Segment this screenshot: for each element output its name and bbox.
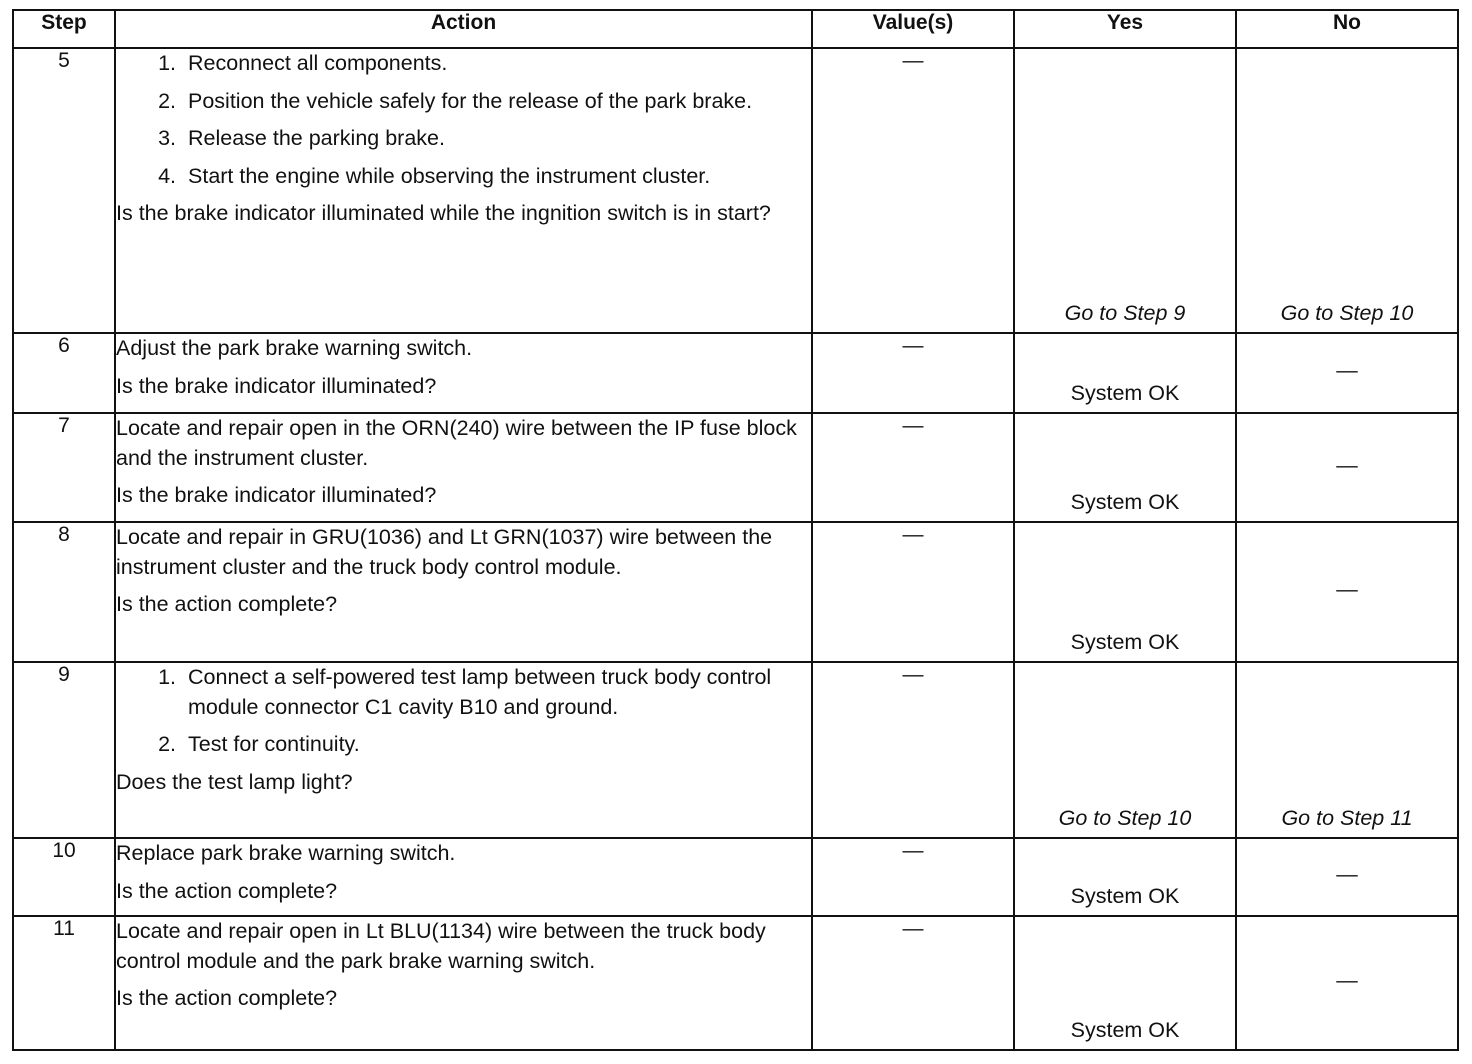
- no-cell: [1236, 48, 1458, 333]
- header-step: Step: [13, 10, 115, 48]
- no-cell: [1236, 413, 1458, 522]
- no-cell: [1236, 916, 1458, 1050]
- no-cell: [1236, 333, 1458, 413]
- action-item: 2. Position the vehicle safely for the release of the park brake.: [182, 87, 811, 117]
- yes-result: System OK: [1070, 884, 1180, 908]
- action-text: Locate and repair in GRU(1036) and Lt GRN(1037) wire between the instrument cluster and the truck body control module.: [116, 525, 773, 579]
- value-cell: —: [812, 838, 1014, 916]
- yes-result: System OK: [1070, 381, 1180, 405]
- step-number: 10: [13, 838, 115, 916]
- table-row: [13, 333, 1458, 413]
- no-cell: [1236, 838, 1458, 916]
- action-question: Is the brake indicator illuminated?: [116, 483, 437, 507]
- step-number: 5: [13, 48, 115, 333]
- table-row: [13, 48, 1458, 333]
- table-row: [13, 916, 1458, 1050]
- action-cell: [115, 838, 812, 916]
- header-values: Value(s): [812, 10, 1014, 48]
- action-list: [116, 663, 811, 760]
- action-question: Is the action complete?: [116, 986, 338, 1010]
- action-cell: [115, 916, 812, 1050]
- action-cell: [115, 413, 812, 522]
- table-row: [13, 662, 1458, 838]
- yes-cell: [1014, 916, 1236, 1050]
- action-text: Adjust the park brake warning switch.: [116, 336, 473, 360]
- yes-cell: [1014, 48, 1236, 333]
- yes-result: Go to Step 10: [1058, 806, 1192, 830]
- yes-cell: [1014, 333, 1236, 413]
- yes-result: Go to Step 9: [1064, 301, 1186, 325]
- action-cell: [115, 333, 812, 413]
- action-item: 3. Release the parking brake.: [182, 124, 811, 154]
- no-result: —: [1336, 862, 1358, 886]
- no-result: Go to Step 10: [1280, 301, 1414, 325]
- action-question: Is the action complete?: [116, 878, 338, 903]
- header-row: [13, 10, 1458, 48]
- table-row: [13, 522, 1458, 662]
- value-cell: —: [812, 413, 1014, 522]
- table-row: [13, 413, 1458, 522]
- no-result: —: [1336, 452, 1358, 477]
- action-text: Replace park brake warning switch.: [116, 841, 456, 865]
- table-row: [13, 838, 1458, 916]
- header-action: Action: [115, 10, 812, 48]
- no-result: —: [1336, 968, 1358, 992]
- no-result: Go to Step 11: [1281, 806, 1413, 830]
- yes-cell: [1014, 662, 1236, 838]
- yes-result: System OK: [1070, 1018, 1180, 1042]
- header-yes: Yes: [1014, 10, 1236, 48]
- yes-result: System OK: [1070, 630, 1180, 654]
- value-cell: —: [812, 662, 1014, 838]
- action-cell: [115, 48, 812, 333]
- yes-result: System OK: [1070, 490, 1180, 514]
- no-result: —: [1336, 577, 1358, 601]
- action-text: Locate and repair open in the ORN(240) wire between the IP fuse block and the instrument cluster.: [116, 416, 797, 470]
- value-cell: —: [812, 522, 1014, 662]
- action-question: Is the brake indicator illuminated while the ingnition switch is in start?: [116, 201, 771, 225]
- header-no: No: [1236, 10, 1458, 48]
- action-item: 4. Start the engine while observing the instrument cluster.: [182, 162, 811, 192]
- action-question: Is the action complete?: [116, 592, 338, 616]
- no-cell: [1236, 522, 1458, 662]
- action-text: Locate and repair open in Lt BLU(1134) wire between the truck body control module and the park brake warning switch.: [116, 919, 766, 973]
- yes-cell: [1014, 838, 1236, 916]
- yes-cell: [1014, 522, 1236, 662]
- step-number: 6: [13, 333, 115, 413]
- no-result: —: [1336, 358, 1358, 382]
- value-cell: —: [812, 916, 1014, 1050]
- action-cell: [115, 522, 812, 662]
- value-cell: —: [812, 48, 1014, 333]
- action-question: Is the brake indicator illuminated?: [116, 373, 437, 398]
- step-number: 9: [13, 662, 115, 838]
- action-item: 1. Connect a self-powered test lamp between truck body control module connector C1 cavity B10 and ground.: [182, 663, 811, 722]
- no-cell: [1236, 662, 1458, 838]
- step-number: 11: [13, 916, 115, 1050]
- action-item: 1. Reconnect all components.: [182, 49, 811, 79]
- action-list: [116, 49, 811, 191]
- diagnostic-table: [12, 9, 1459, 1051]
- step-number: 7: [13, 413, 115, 522]
- step-number: 8: [13, 522, 115, 662]
- action-cell: [115, 662, 812, 838]
- action-question: Does the test lamp light?: [116, 769, 353, 794]
- yes-cell: [1014, 413, 1236, 522]
- value-cell: —: [812, 333, 1014, 413]
- action-item: 2. Test for continuity.: [182, 730, 811, 760]
